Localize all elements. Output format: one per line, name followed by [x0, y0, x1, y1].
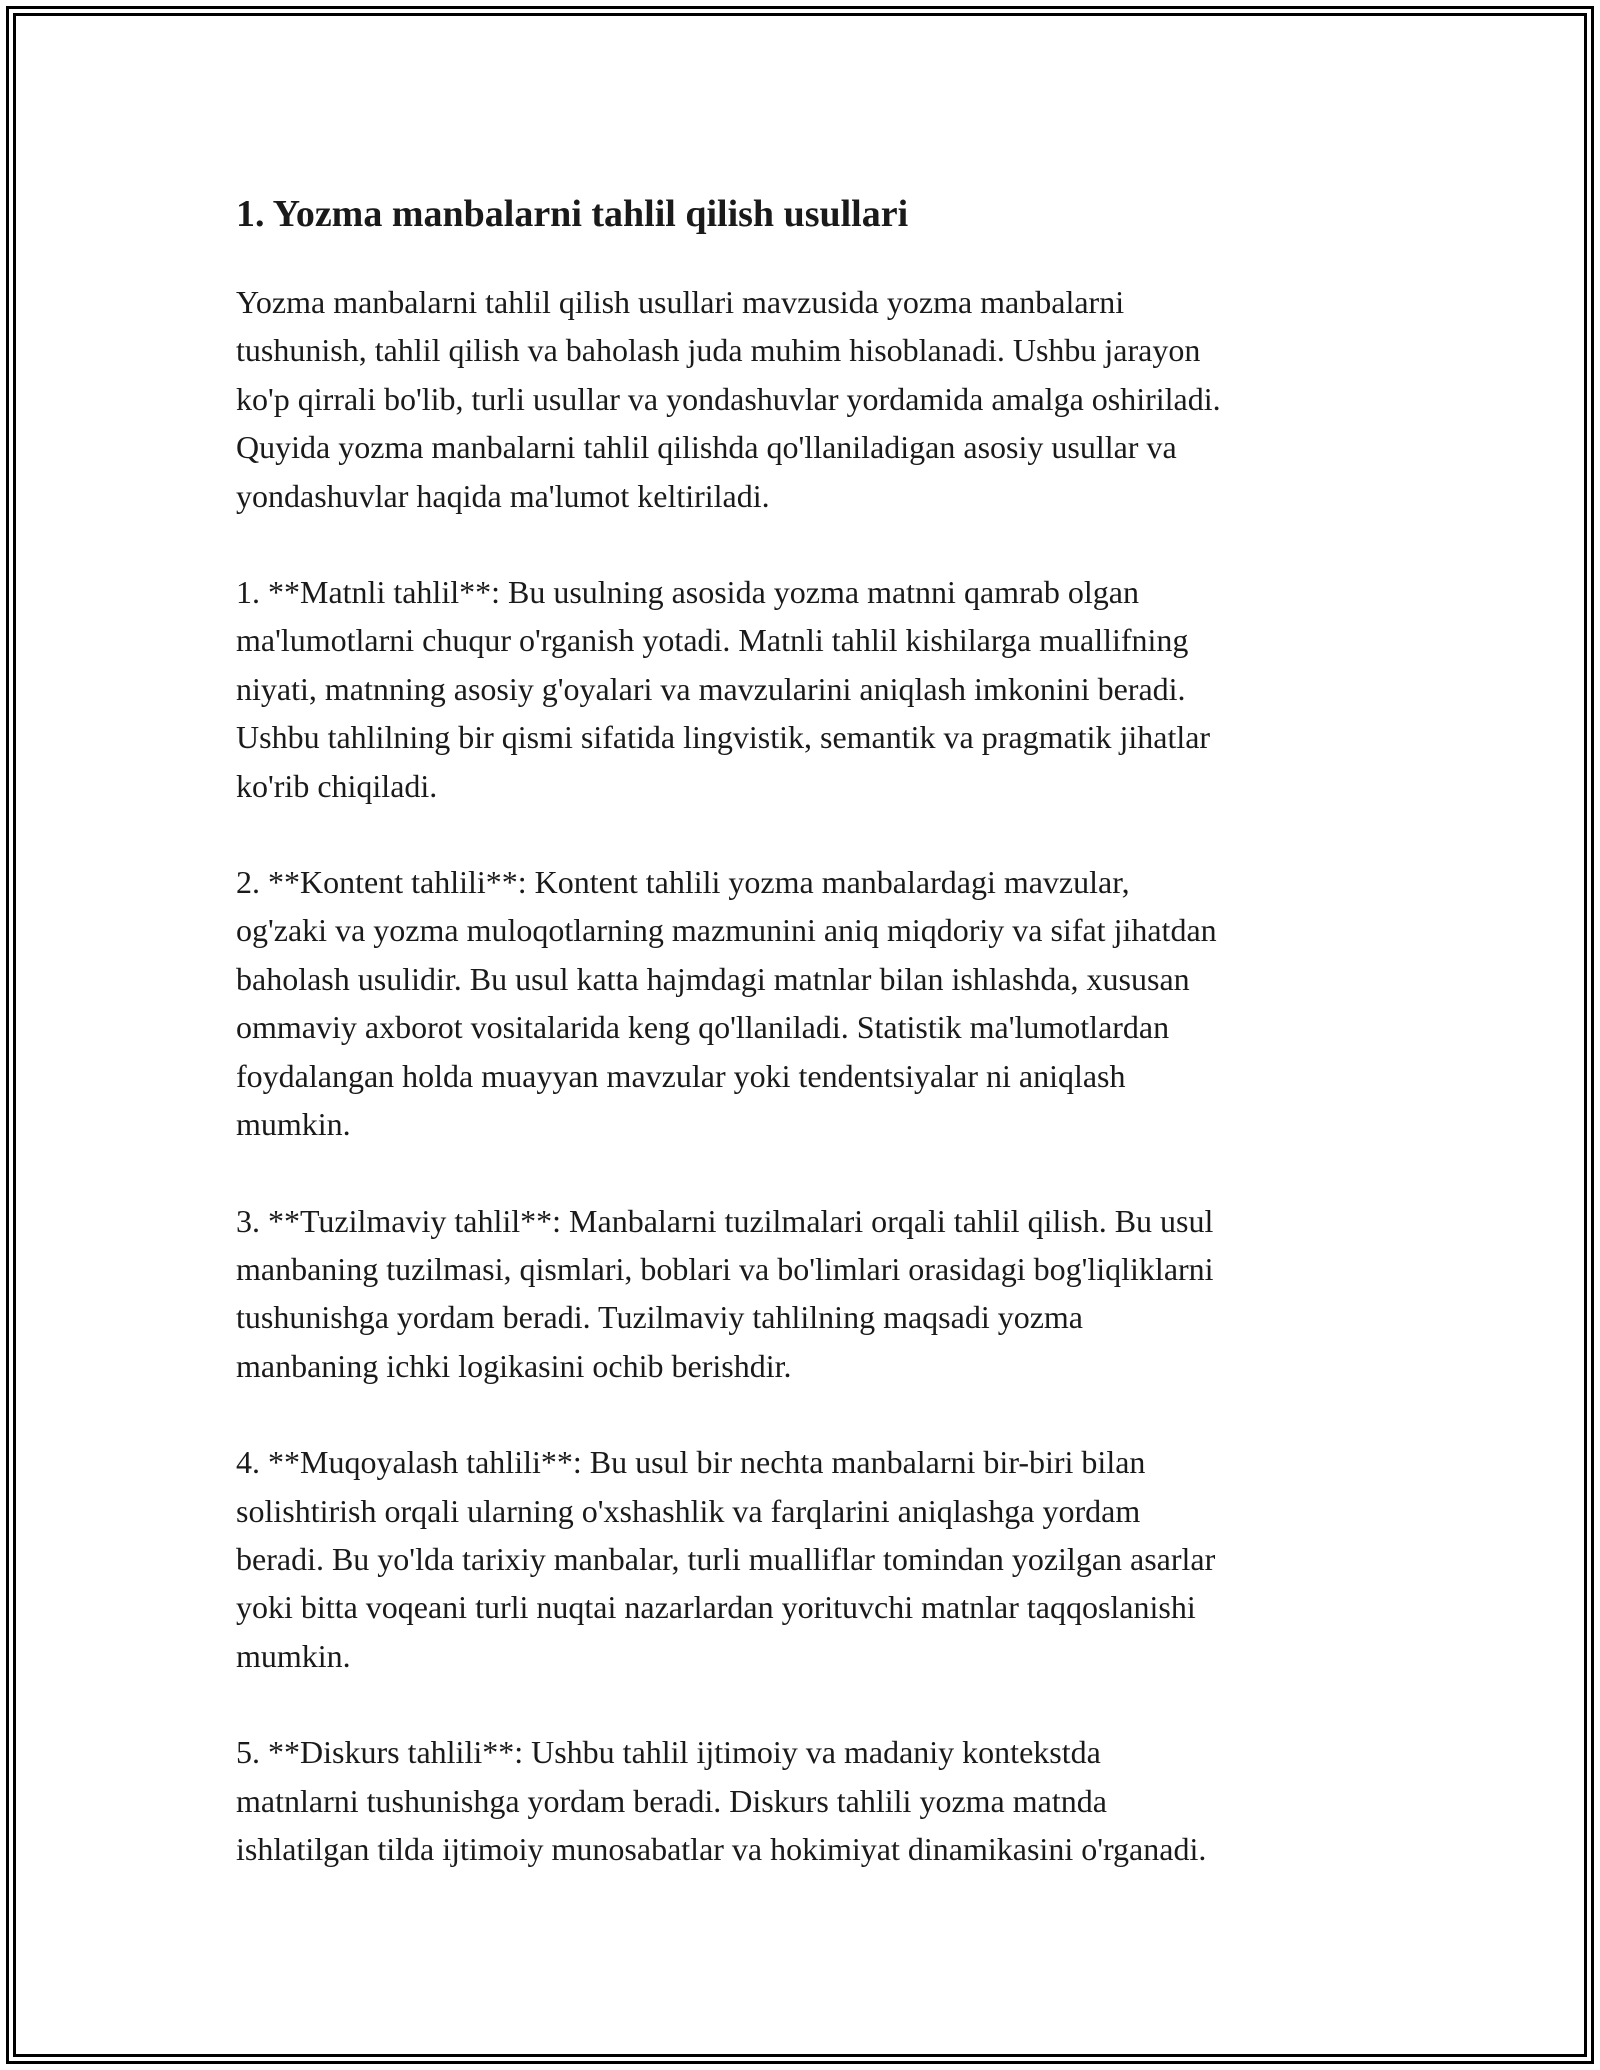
paragraph-matnli-tahlil: 1. **Matnli tahlil**: Bu usulning asosida yozma matnni qamrab olgan ma'lumotlarni chuqur o'rganish yotadi. Matnli tahlil kishilarga muallifning niyati, matnning asosiy g'oyalari va mavzularini aniqlash imkonini beradi. Ushbu tahlilning bir qismi sifatida lingvistik, semantik va pragmatik jihatlar ko'rib chiqiladi. — [236, 574, 1211, 804]
paragraph-diskurs-tahlili: 5. **Diskurs tahlili**: Ushbu tahlil ijtimoiy va madaniy kontekstda matnlarni tushunishga yordam beradi. Diskurs tahlili yozma matnda ishlatilgan tilda ijtimoiy munosabatlar va hokimiyat dinamikasini o'rganadi. — [236, 1734, 1207, 1867]
paragraph-tuzilmaviy-tahlil: 3. **Tuzilmaviy tahlil**: Manbalarni tuzilmalari orqali tahlil qilish. Bu usul manbaning tuzilmasi, qismlari, boblari va bo'limlari orasidagi bog'liqliklarni tushunishga yordam beradi. Tuzilmaviy tahlilning maqsadi yozma manbaning ichki logikasini ochib berishdir. — [236, 1202, 1214, 1384]
paragraph-kontent-tahlili: 2. **Kontent tahlili**: Kontent tahlili yozma manbalardagi mavzular, og'zaki va yozma muloqotlarning mazmunini aniq miqdoriy va sifat jihatdan baholash usulidir. Bu usul katta hajmdagi matnlar bilan ishlashda, xususan ommaviy axborot vositalarida keng qo'llaniladi. Statistik ma'lumotlardan foydalangan holda muayyan mavzular yoki tendentsiyalar ni aniqlash mumkin. — [236, 864, 1217, 1143]
document-title: 1. Yozma manbalarni tahlil qilish usullari — [236, 193, 909, 235]
paragraph-muqoyalash-tahlili: 4. **Muqoyalash tahlili**: Bu usul bir nechta manbalarni bir-biri bilan solishtirish orqali ularning o'xshashlik va farqlarini aniqlashga yordam beradi. Bu yo'lda tarixiy manbalar, turli mualliflar tomindan yozilgan asarlar yoki bitta voqeani turli nuqtai nazarlardan yorituvchi matnlar taqqoslanishi mumkin. — [236, 1444, 1216, 1674]
intro-paragraph: Yozma manbalarni tahlil qilish usullari mavzusida yozma manbalarni tushunish, tahlil qilish va baholash juda muhim hisoblanadi. Ushbu jarayon ko'p qirrali bo'lib, turli usullar va yondashuvlar yordamida amalga oshiriladi. Quyida yozma manbalarni tahlil qilishda qo'llaniladigan asosiy usullar va yondashuvlar haqida ma'lumot keltiriladi. — [236, 284, 1221, 514]
document-body — [236, 186, 1386, 1921]
